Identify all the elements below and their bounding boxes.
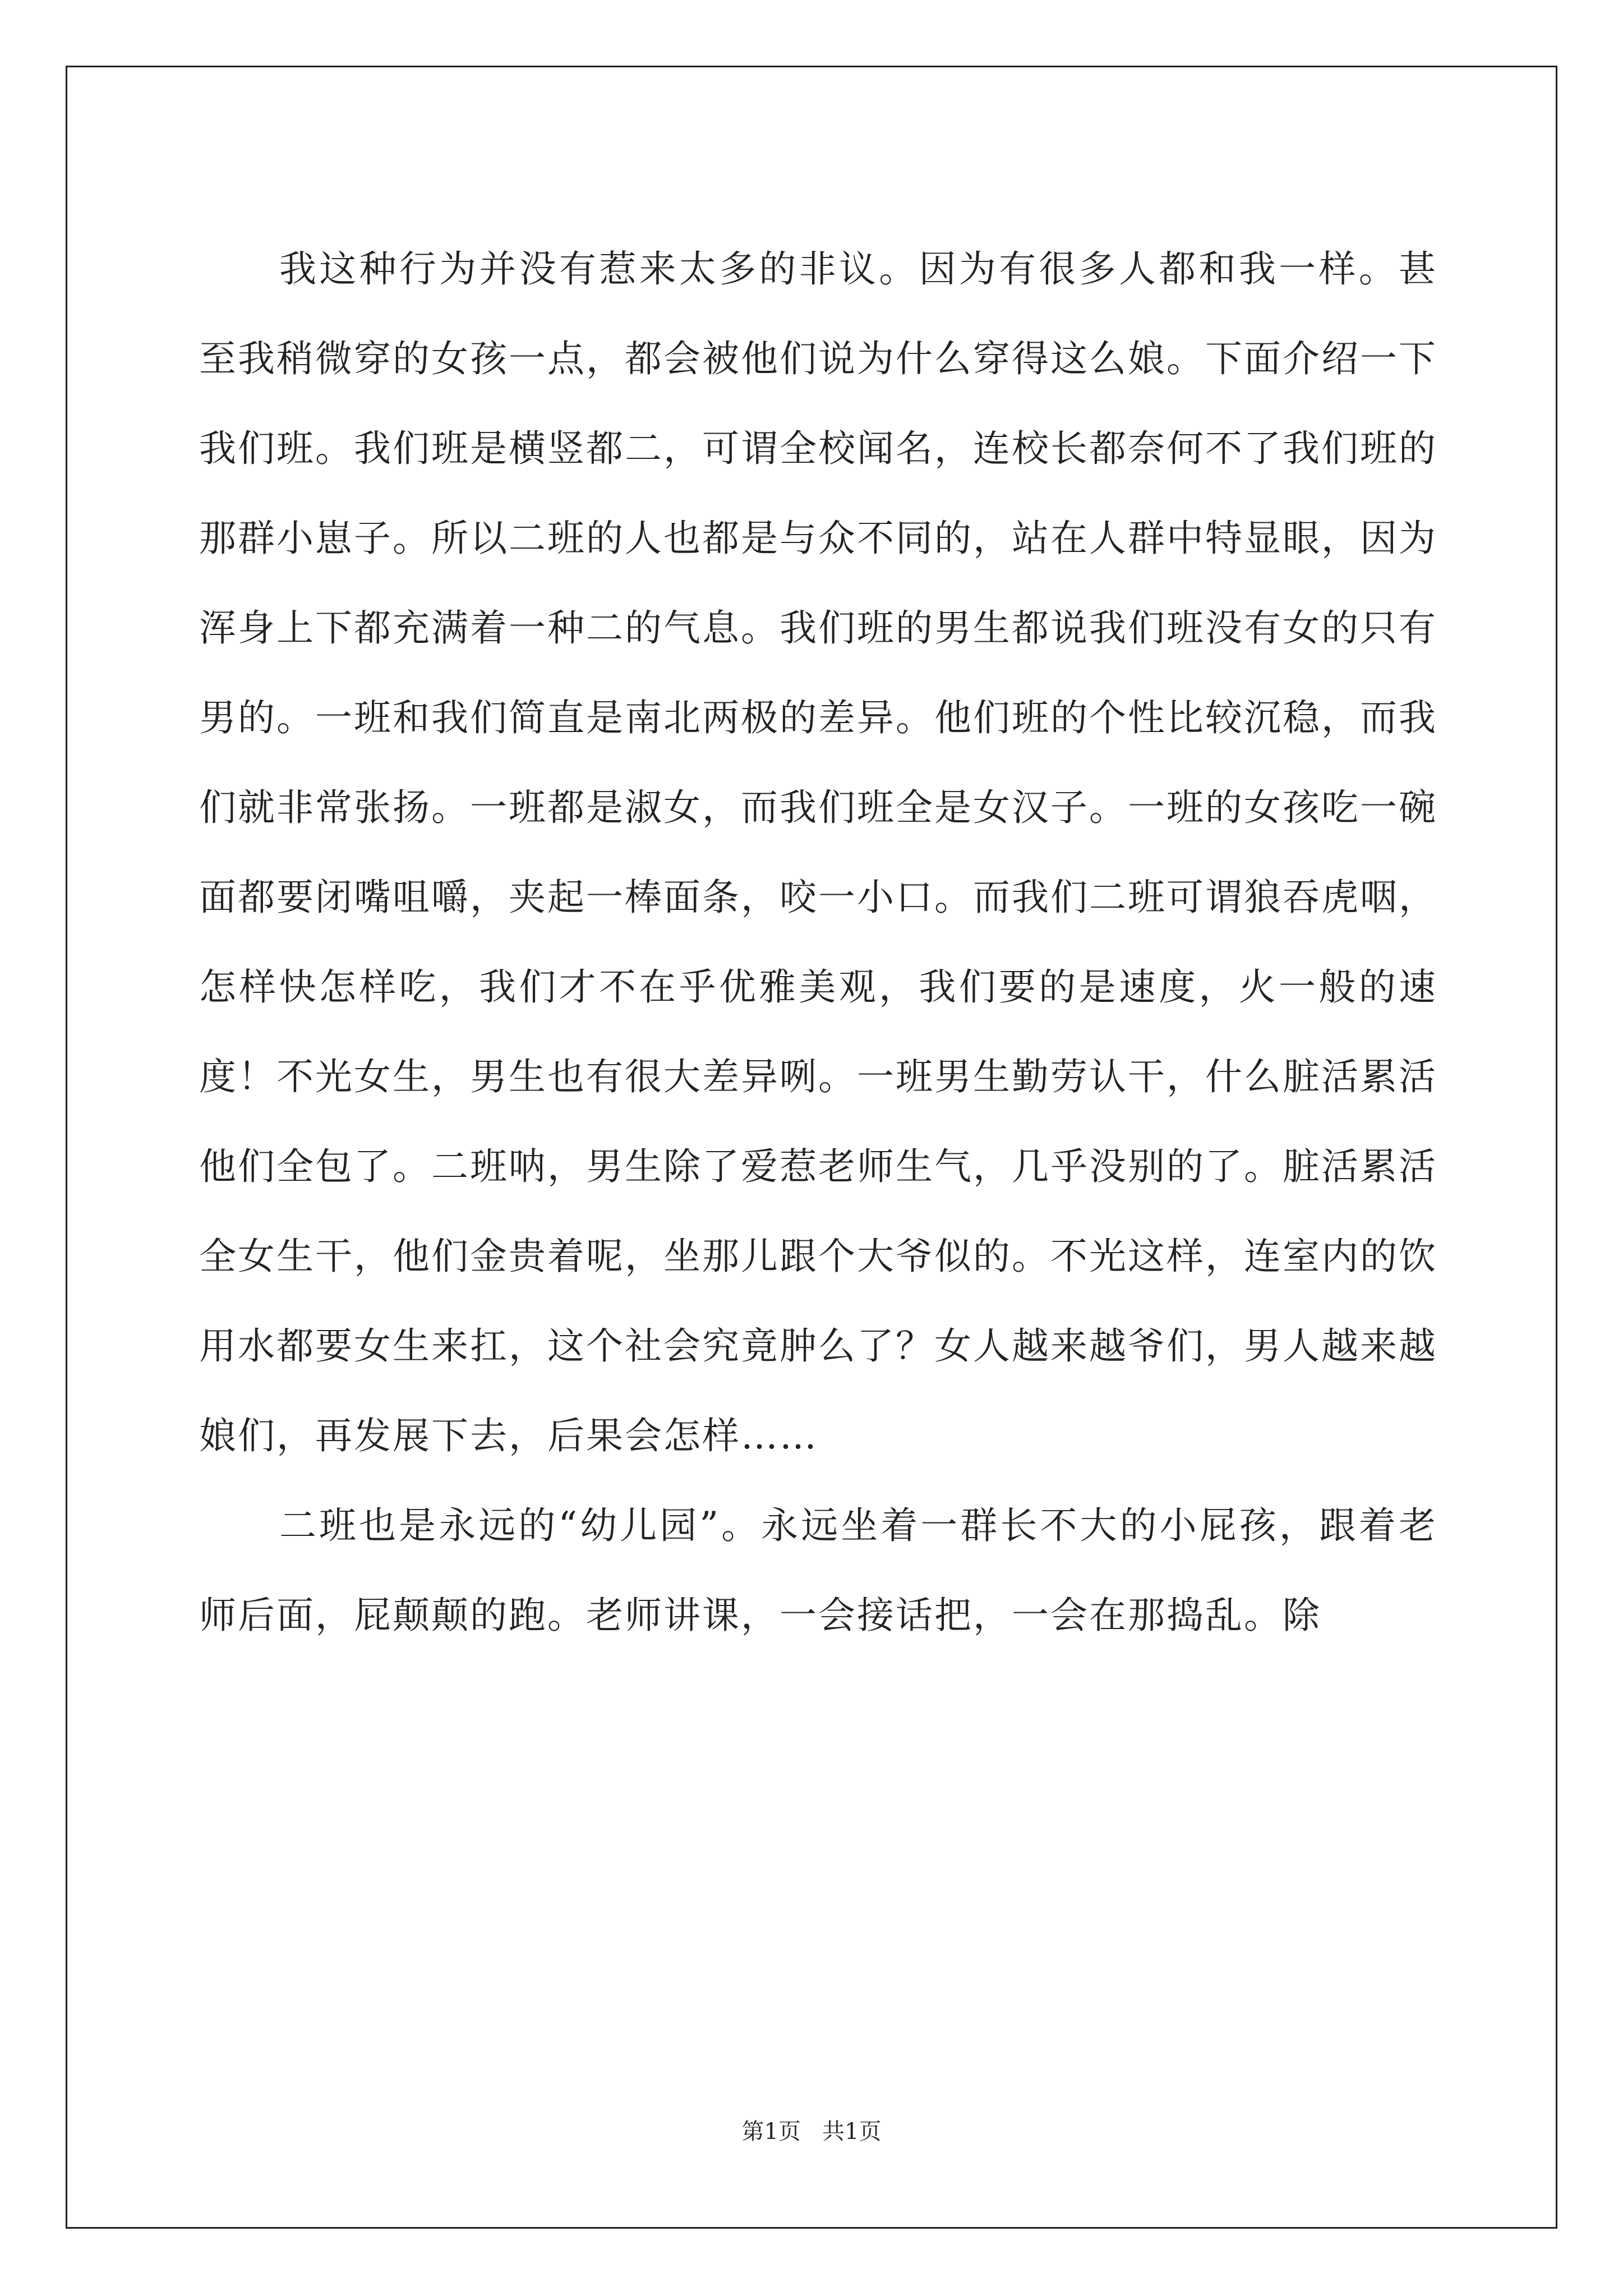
paragraph-1: 我这种行为并没有惹来太多的非议。因为有很多人都和我一样。甚至我稍微穿的女孩一点，都会被他们说为什么穿得这么娘。下面介绍一下我们班。我们班是横竖都二，可谓全校闻名，连校长都奈何不了我们班的那群小崽子。所以二班的人也都是与众不同的，站在人群中特显眼，因为浑身上下都充满着一种二的气息。我们班的男生都说我们班没有女的只有男的。一班和我们简直是南北两极的差异。他们班的个性比较沉稳，而我们就非常张扬。一班都是淑女，而我们班全是女汉子。一班的女孩吃一碗面都要闭嘴咀嚼，夹起一棒面条，咬一小口。而我们二班可谓狼吞虎咽，怎样快怎样吃，我们才不在乎优雅美观，我们要的是速度，火一般的速度！不光女生，男生也有很大差异咧。一班男生勤劳认干，什么脏活累活他们全包了。二班呐，男生除了爱惹老师生气，几乎没别的了。脏活累活全女生干，他们金贵着呢，坐那儿跟个大爷似的。不光这样，连室内的饮用水都要女生来扛，这个社会究竟肿么了？女人越来越爷们，男人越来越娘们，再发展下去，后果会怎样…… [199,247,1437,1457]
document-body [199,224,1437,1660]
paragraph-2: 二班也是永远的“幼儿园”。永远坐着一群长不大的小屁孩，跟着老师后面，屁颠颠的跑。老师讲课，一会接话把，一会在那捣乱。除 [199,1504,1437,1637]
page-footer: 第1页 共1页 [741,2119,882,2145]
